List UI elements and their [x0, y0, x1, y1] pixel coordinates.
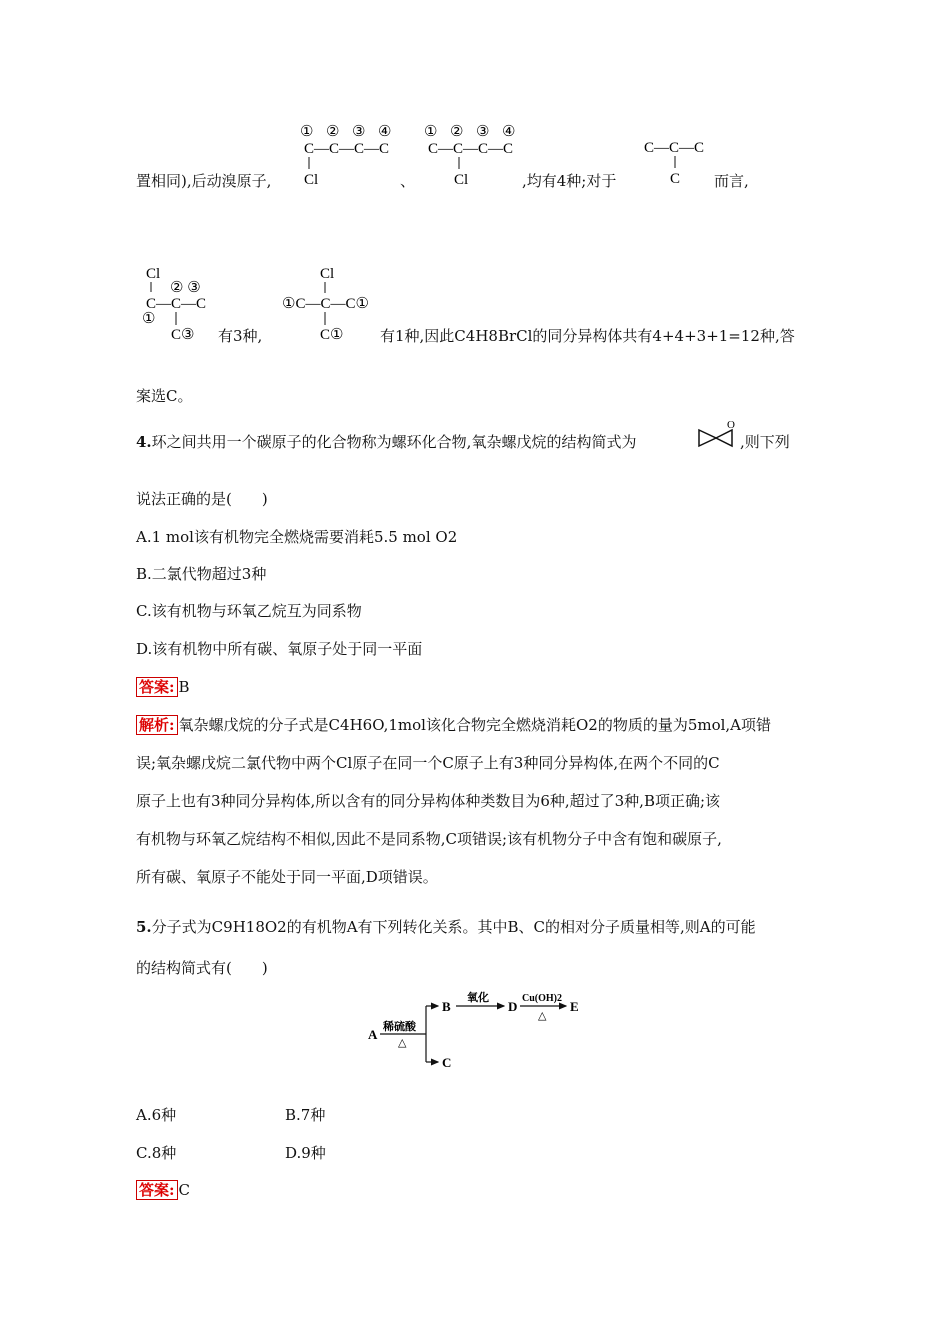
struct2-cl: Cl [454, 172, 469, 188]
struct2-num-4: ④ [502, 124, 516, 140]
struct4-chain: C—C—C [146, 296, 207, 312]
q4-stem-b: ,则下列 [740, 433, 790, 451]
q5-option-c: C.8种 [136, 1144, 177, 1162]
q4-analysis-line2: 误;氧杂螺戊烷二氯代物中两个Cl原子在同一个C原子上有3种同分异构体,在两个不同的C [136, 754, 720, 772]
structure-3 [642, 132, 712, 192]
scheme-d: D [508, 999, 518, 1014]
structure-1 [296, 118, 396, 198]
structure-2 [422, 118, 522, 198]
q4-stem-c: 说法正确的是( ) [136, 490, 268, 508]
scheme-reagent3: Cu(OH)2 [522, 993, 562, 1004]
comma: 、 [400, 172, 416, 190]
struct5-cl: Cl [320, 266, 335, 282]
q4-answer-label: 答案: [136, 677, 178, 697]
text-a: 有3种, [218, 327, 263, 345]
ring-oxygen: O [727, 419, 735, 431]
scheme-c: C [442, 1055, 452, 1070]
struct3-branch: C [670, 171, 681, 187]
text-mid: ,均有4种;对于 [522, 172, 617, 190]
q4-analysis-line4: 有机物与环氧乙烷结构不相似,因此不是同系物,C项错误;该有机物分子中含有饱和碳原子, [136, 830, 722, 848]
text-before: 置相同),后动溴原子, [136, 172, 272, 190]
q5-answer-row [136, 1180, 190, 1200]
ring-left [699, 430, 716, 446]
struct4-cl: Cl [146, 266, 161, 282]
q5-option-b: B.7种 [285, 1106, 326, 1124]
struct1-num-1: ① [300, 124, 314, 140]
q5-answer-label: 答案: [136, 1180, 178, 1200]
q4-analysis-line5: 所有碳、氧原子不能处于同一平面,D项错误。 [136, 868, 438, 886]
q4-number: 4. [136, 433, 152, 451]
struct4-branch: C③ [171, 327, 195, 343]
struct1-num-4: ④ [378, 124, 392, 140]
scheme-e: E [570, 999, 579, 1014]
struct1-cl: Cl [304, 172, 319, 188]
q5-number: 5. [136, 918, 152, 936]
q4-option-a: A.1 mol该有机物完全燃烧需要消耗5.5 mol O2 [136, 528, 458, 546]
q4-analysis-label: 解析: [136, 715, 178, 735]
struct2-num-2: ② [450, 124, 464, 140]
scheme-heat2: △ [538, 1010, 547, 1022]
struct2-num-1: ① [424, 124, 438, 140]
scheme-reagent1: 稀硫酸 [383, 1021, 416, 1033]
ring-right [716, 430, 732, 446]
q4-option-c: C.该有机物与环氧乙烷互为同系物 [136, 602, 362, 620]
struct3-chain: C—C—C [644, 140, 705, 156]
q4-option-d: D.该有机物中所有碳、氧原子处于同一平面 [136, 640, 423, 658]
struct1-num-3: ③ [352, 124, 366, 140]
q5-stem-line1 [136, 917, 756, 937]
scheme-a: A [368, 1027, 378, 1042]
q5-option-a: A.6种 [136, 1106, 177, 1124]
text-end: 而言, [714, 172, 749, 190]
struct1-num-2: ② [326, 124, 340, 140]
scheme-b: B [442, 999, 451, 1014]
struct4-n1: ① [142, 311, 156, 327]
row3-text: 案选C。 [136, 387, 193, 405]
struct5-branch: C① [320, 327, 344, 343]
q4-answer: B [178, 678, 190, 696]
structure-4 [140, 262, 220, 346]
spiro-ring-structure [696, 418, 740, 450]
q4-answer-row [136, 677, 190, 697]
text-b: 有1种,因此C4H8BrCl的同分异构体共有4+4+3+1=12种,答 [380, 327, 795, 345]
q5-answer: C [178, 1181, 191, 1199]
struct4-nums-top: ② ③ [170, 280, 201, 296]
struct2-num-3: ③ [476, 124, 490, 140]
scheme-reagent2: 氧化 [467, 992, 489, 1004]
q4-analysis-line3: 原子上也有3种同分异构体,所以含有的同分异构体种类数目为6种,超过了3种,B项正确;该 [136, 792, 721, 810]
q4-stem-line1 [136, 432, 636, 452]
q4-stem-a: 环之间共用一个碳原子的化合物称为螺环化合物,氧杂螺戊烷的结构简式为 [151, 433, 637, 451]
struct5-chain: ①C—C—C① [282, 296, 369, 312]
q5-stem-b: 的结构简式有( ) [136, 959, 268, 977]
q4-option-b: B.二氯代物超过3种 [136, 565, 267, 583]
reaction-scheme [364, 990, 594, 1076]
q5-option-d: D.9种 [285, 1144, 326, 1162]
q5-stem-a: 分子式为C9H18O2的有机物A有下列转化关系。其中B、C的相对分子质量相等,则A的可能 [151, 918, 756, 936]
structure-5 [280, 262, 380, 346]
struct1-chain: C—C—C—C [304, 141, 390, 157]
scheme-heat1: △ [398, 1037, 407, 1049]
struct2-chain: C—C—C—C [428, 141, 514, 157]
q4-analysis-line1: 氧杂螺戊烷的分子式是C4H6O,1mol该化合物完全燃烧消耗O2的物质的量为5mol,A项错 [178, 716, 772, 734]
q4-analysis [136, 706, 820, 896]
